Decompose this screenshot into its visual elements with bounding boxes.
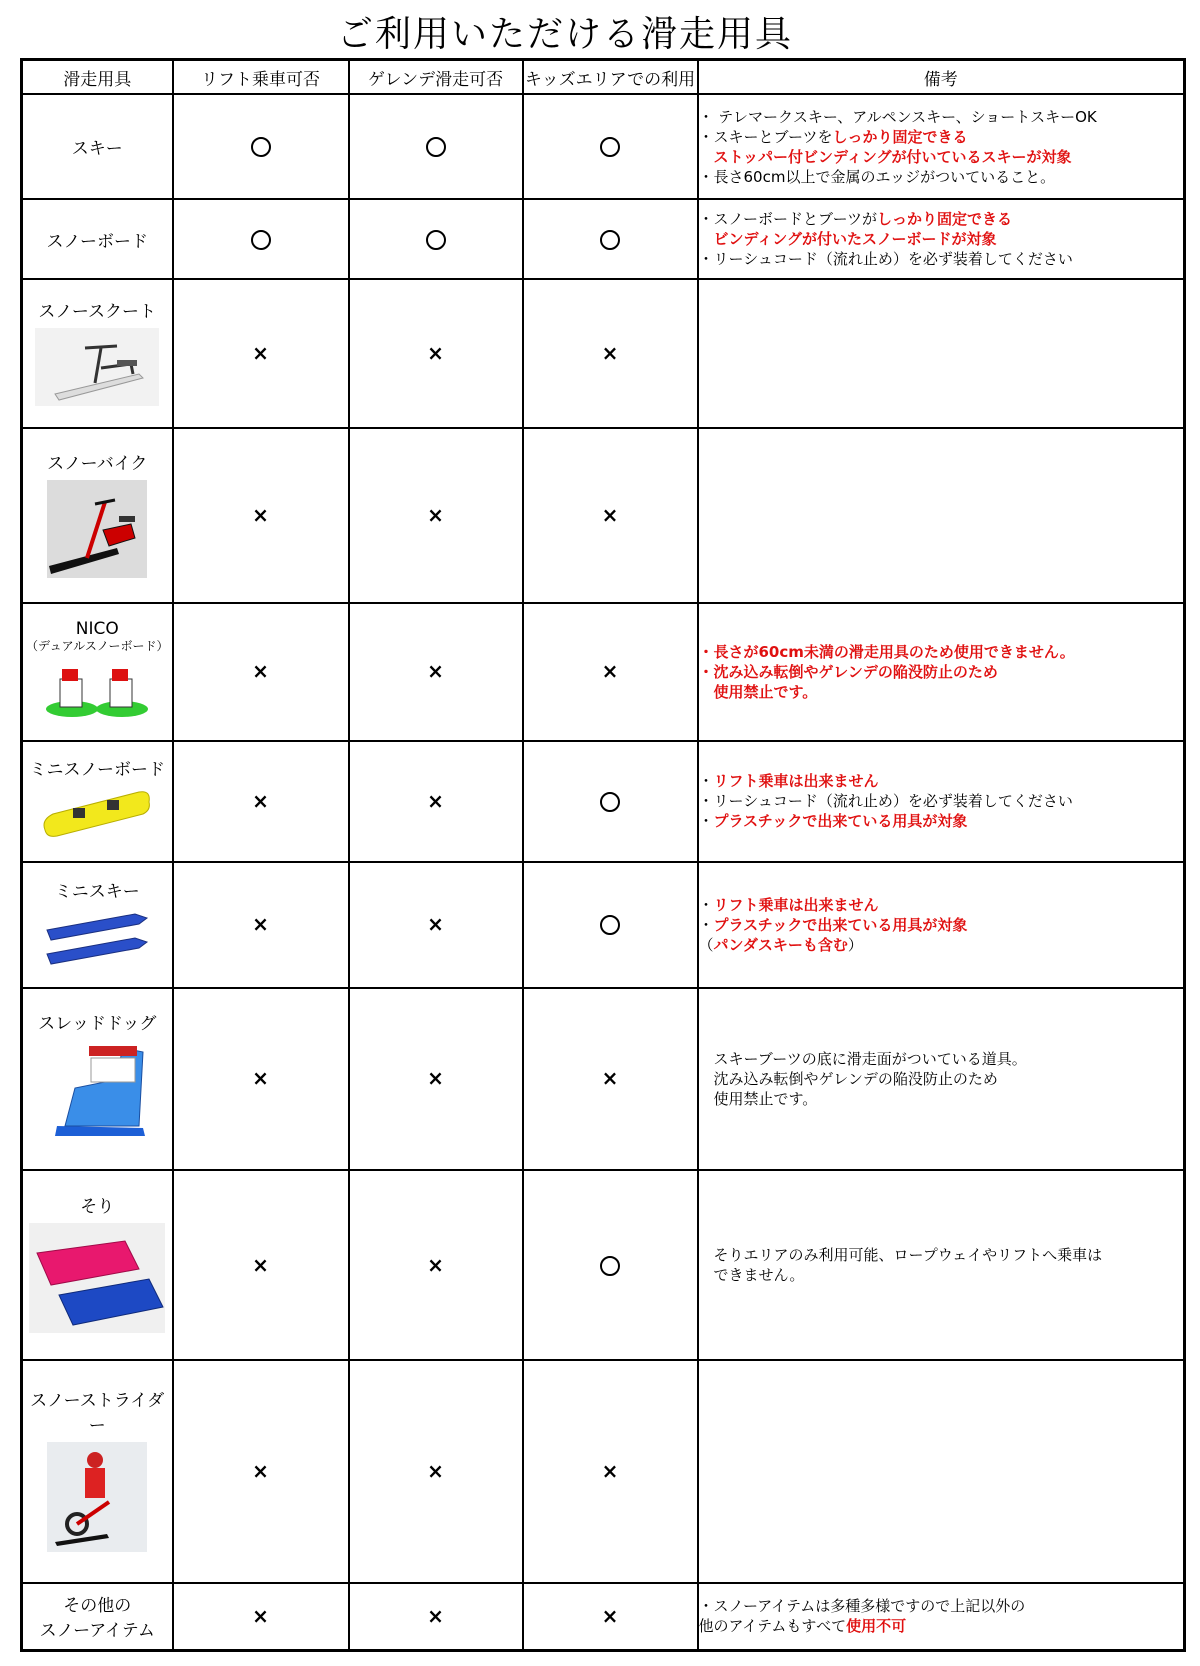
- ok-mark-icon: [426, 230, 446, 250]
- slope-cell: [349, 1583, 523, 1651]
- slope-cell: [349, 94, 523, 199]
- notes-cell: [698, 1170, 1185, 1360]
- equipment-photo: [23, 328, 172, 411]
- slope-cell: [349, 741, 523, 862]
- table-row: [22, 1360, 1185, 1582]
- ng-mark-icon: ×: [427, 912, 444, 937]
- header-notes: 備考: [698, 60, 1185, 95]
- ng-mark-icon: ×: [252, 912, 269, 937]
- ng-mark-icon: ×: [427, 659, 444, 684]
- table-row: [22, 988, 1185, 1171]
- notes-cell: [698, 428, 1185, 603]
- equipment-cell: [22, 603, 173, 741]
- lift-cell: [173, 1360, 349, 1582]
- note-line: [699, 1049, 1184, 1069]
- equipment-name: スノースクート: [38, 301, 157, 322]
- note-line: [699, 167, 1184, 187]
- equipment-name: スノーバイク: [47, 453, 148, 474]
- notes-cell: [698, 1360, 1185, 1582]
- ng-mark-icon: ×: [427, 341, 444, 366]
- equipment-name: スキー: [71, 139, 123, 160]
- note-text: ・スキーとブーツを: [698, 127, 833, 146]
- equipment-cell: [22, 988, 173, 1171]
- equipment-subname: （デュアルスノーボード）: [26, 639, 169, 654]
- equipment-cell: [22, 199, 173, 279]
- equipment-subname: スノーアイテム: [39, 1621, 155, 1642]
- equipment-photo: [23, 1223, 172, 1338]
- note-line: [699, 662, 1184, 682]
- lift-cell: [173, 1583, 349, 1651]
- equipment-name: スノーボード: [46, 231, 148, 252]
- equipment-photo: [23, 786, 172, 847]
- ng-mark-icon: ×: [601, 1066, 619, 1091]
- lift-cell: [173, 988, 349, 1171]
- kids-area-cell: [523, 603, 698, 741]
- notes-cell: [698, 741, 1185, 862]
- lift-cell: [173, 279, 349, 428]
- note-text: （: [698, 935, 714, 954]
- note-text: ・: [698, 812, 714, 831]
- equipment-photo: [23, 1442, 172, 1557]
- notes-cell: [698, 1583, 1185, 1651]
- table-row: [22, 199, 1185, 279]
- table-row: [22, 94, 1185, 199]
- ng-mark-icon: ×: [252, 1252, 269, 1277]
- table-row: [22, 603, 1185, 741]
- note-text: リフト乗車は出来ません: [713, 772, 879, 791]
- slope-cell: [349, 279, 523, 428]
- equipment-cell: [22, 862, 173, 988]
- note-line: [699, 771, 1184, 791]
- note-line: [699, 915, 1184, 935]
- note-line: [699, 249, 1184, 269]
- note-text: ビンディングが付いたスノーボードが対象: [698, 230, 997, 249]
- equipment-cell: [22, 1583, 173, 1651]
- equipment-cell: [22, 94, 173, 199]
- note-text: 沈み込み転倒やゲレンデの陥没防止のため: [698, 1069, 998, 1088]
- notes-cell: [698, 94, 1185, 199]
- slope-cell: [349, 428, 523, 603]
- note-line: [699, 1069, 1184, 1089]
- note-text: ・ テレマークスキー、アルペンスキー、ショートスキーOK: [698, 107, 1097, 126]
- ok-mark-icon: [600, 792, 620, 812]
- kids-area-cell: [523, 199, 698, 279]
- kids-area-cell: [523, 94, 698, 199]
- note-line: [699, 642, 1184, 662]
- lift-cell: [173, 199, 349, 279]
- table-row: [22, 279, 1185, 428]
- equipment-name: その他の: [63, 1596, 132, 1617]
- note-text: プラスチックで出来ている用具が対象: [713, 915, 968, 934]
- note-line: [699, 1596, 1184, 1616]
- ng-mark-icon: ×: [427, 1603, 444, 1628]
- ng-mark-icon: ×: [427, 1252, 444, 1277]
- note-line: [699, 147, 1184, 167]
- kids-area-cell: [523, 988, 698, 1171]
- lift-cell: [173, 603, 349, 741]
- ok-mark-icon: [600, 915, 620, 935]
- note-line: [699, 935, 1184, 955]
- ng-mark-icon: ×: [252, 341, 269, 366]
- slope-cell: [349, 862, 523, 988]
- ng-mark-icon: ×: [601, 659, 619, 684]
- note-text: 使用禁止です。: [698, 682, 818, 701]
- ng-mark-icon: ×: [252, 1066, 269, 1091]
- notes-cell: [698, 199, 1185, 279]
- note-text: しっかり固定できる: [832, 127, 968, 146]
- note-text: しっかり固定できる: [877, 210, 1013, 229]
- kids-area-cell: [523, 428, 698, 603]
- note-text: 使用禁止です。: [698, 1089, 818, 1108]
- notes-cell: [698, 988, 1185, 1171]
- note-text: ・: [698, 772, 714, 791]
- note-text: プラスチックで出来ている用具が対象: [713, 812, 968, 831]
- ng-mark-icon: ×: [601, 1459, 619, 1484]
- kids-area-cell: [523, 741, 698, 862]
- lift-cell: [173, 94, 349, 199]
- note-text: スキーブーツの底に滑走面がついている道具。: [698, 1049, 1027, 1068]
- header-equipment: 滑走用具: [22, 60, 173, 95]
- notes-cell: [698, 279, 1185, 428]
- equipment-table: [20, 58, 1186, 1652]
- slope-cell: [349, 988, 523, 1171]
- note-line: [699, 895, 1184, 915]
- note-line: [699, 209, 1184, 229]
- note-text: ）: [847, 935, 863, 954]
- note-text: ・: [698, 915, 714, 934]
- equipment-name: NICO: [75, 619, 119, 640]
- note-line: [699, 107, 1184, 127]
- table-row: [22, 428, 1185, 603]
- note-text: パンダスキーも含む: [713, 935, 848, 954]
- note-line: [699, 1245, 1184, 1265]
- ok-mark-icon: [251, 230, 271, 250]
- note-line: [699, 1265, 1184, 1285]
- ng-mark-icon: ×: [427, 1459, 444, 1484]
- lift-cell: [173, 741, 349, 862]
- lift-cell: [173, 1170, 349, 1360]
- equipment-cell: [22, 1360, 173, 1582]
- slope-cell: [349, 199, 523, 279]
- note-text: ・リーシュコード（流れ止め）を必ず装着してください: [698, 250, 1073, 269]
- note-text: できません。: [698, 1266, 805, 1285]
- lift-cell: [173, 862, 349, 988]
- ng-mark-icon: ×: [601, 503, 619, 528]
- note-text: ・スノーアイテムは多種多様ですので上記以外の: [698, 1597, 1026, 1616]
- ok-mark-icon: [251, 137, 271, 157]
- notes-cell: [698, 603, 1185, 741]
- equipment-photo: [23, 1040, 172, 1149]
- note-text: ストッパー付ビンディングが付いているスキーが対象: [698, 147, 1072, 166]
- note-text: ・沈み込み転倒やゲレンデの陥没防止のため: [698, 662, 998, 681]
- note-text: ・長さが60cm未満の滑走用具のため使用できません。: [698, 642, 1075, 661]
- note-text: ・長さ60cm以上で金属のエッジがついていること。: [698, 167, 1056, 186]
- note-line: [699, 1089, 1184, 1109]
- ok-mark-icon: [600, 230, 620, 250]
- note-text: 使用不可: [846, 1617, 907, 1636]
- ng-mark-icon: ×: [601, 1603, 619, 1628]
- equipment-photo: [23, 480, 172, 583]
- note-line: [699, 682, 1184, 702]
- equipment-name: ミニスノーボード: [29, 760, 165, 781]
- kids-area-cell: [523, 862, 698, 988]
- slope-cell: [349, 1170, 523, 1360]
- note-text: そりエリアのみ利用可能、ロープウェイやリフトへ乗車は: [698, 1246, 1103, 1265]
- note-line: [699, 229, 1184, 249]
- note-text: ・スノーボードとブーツが: [698, 210, 878, 229]
- ng-mark-icon: ×: [427, 503, 444, 528]
- ng-mark-icon: ×: [252, 1459, 269, 1484]
- ng-mark-icon: ×: [252, 788, 269, 813]
- header-slope: ゲレンデ滑走可否: [349, 60, 523, 95]
- table-header-row: [22, 60, 1185, 95]
- ng-mark-icon: ×: [252, 503, 269, 528]
- equipment-name: スレッドドッグ: [38, 1013, 157, 1034]
- equipment-name: ミニスキー: [54, 881, 140, 902]
- equipment-photo: [23, 908, 172, 973]
- equipment-cell: [22, 279, 173, 428]
- note-line: [699, 791, 1184, 811]
- equipment-name: スノーストライダー: [30, 1391, 165, 1437]
- kids-area-cell: [523, 1583, 698, 1651]
- equipment-name: そり: [80, 1197, 115, 1218]
- equipment-photo: [23, 659, 172, 724]
- ok-mark-icon: [600, 137, 620, 157]
- table-row: [22, 1583, 1185, 1651]
- note-line: [699, 811, 1184, 831]
- note-text: リフト乗車は出来ません: [713, 895, 879, 914]
- equipment-cell: [22, 1170, 173, 1360]
- kids-area-cell: [523, 1360, 698, 1582]
- header-lift: リフト乗車可否: [173, 60, 349, 95]
- equipment-cell: [22, 428, 173, 603]
- ng-mark-icon: ×: [252, 659, 269, 684]
- table-row: [22, 741, 1185, 862]
- ok-mark-icon: [426, 137, 446, 157]
- lift-cell: [173, 428, 349, 603]
- table-row: [22, 1170, 1185, 1360]
- ng-mark-icon: ×: [601, 341, 619, 366]
- equipment-cell: [22, 741, 173, 862]
- slope-cell: [349, 1360, 523, 1582]
- kids-area-cell: [523, 279, 698, 428]
- kids-area-cell: [523, 1170, 698, 1360]
- note-line: [699, 127, 1184, 147]
- ng-mark-icon: ×: [427, 1066, 444, 1091]
- ng-mark-icon: ×: [252, 1603, 269, 1628]
- slope-cell: [349, 603, 523, 741]
- note-line: [699, 1616, 1184, 1636]
- note-text: ・: [698, 895, 714, 914]
- ok-mark-icon: [600, 1256, 620, 1276]
- note-text: ・リーシュコード（流れ止め）を必ず装着してください: [698, 792, 1073, 811]
- note-text: 他のアイテムもすべて: [698, 1617, 847, 1636]
- ng-mark-icon: ×: [427, 788, 444, 813]
- table-row: [22, 862, 1185, 988]
- header-kids-area: キッズエリアでの利用: [523, 60, 698, 95]
- notes-cell: [698, 862, 1185, 988]
- page-title: ご利用いただける滑走用具: [336, 14, 793, 55]
